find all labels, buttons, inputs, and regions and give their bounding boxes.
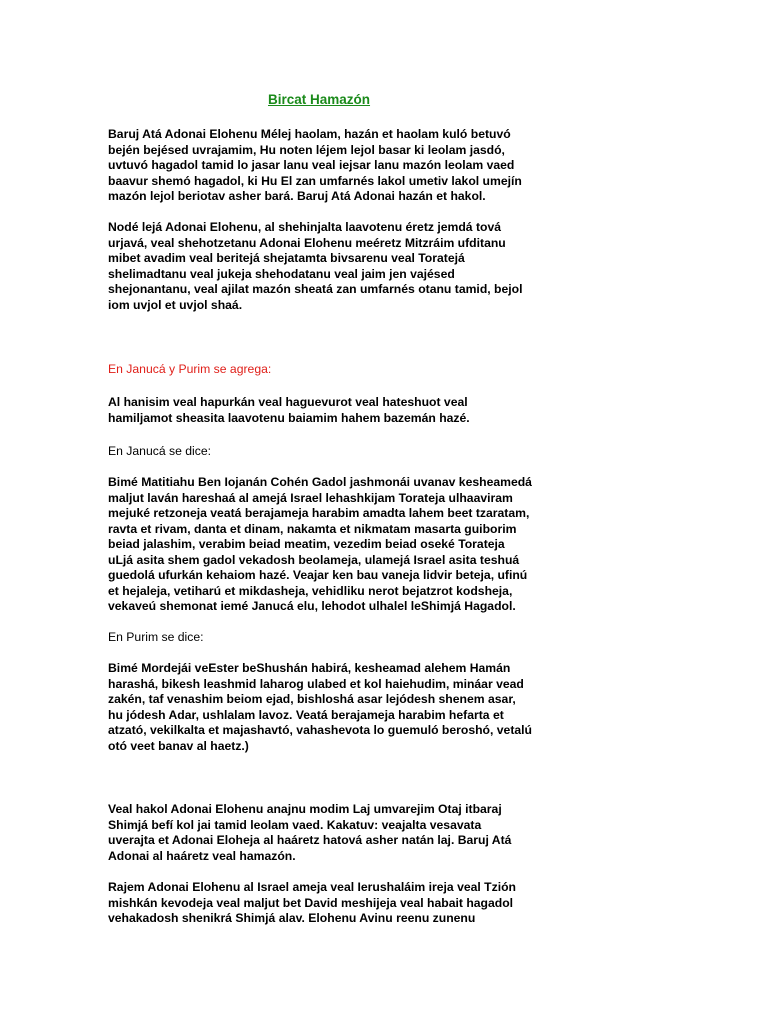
text-line: Baruj Atá Adonai Elohenu Mélej haolam, hazán et haolam kuló betuvó [108, 127, 511, 141]
text-line: mishkán kevodeja veal maljut bet David meshijeja veal habait hagadol [108, 895, 514, 910]
text-line: Bimé Matitiahu Ben Iojanán Cohén Gadol jashmonái uvanav kesheamedá [108, 475, 532, 489]
text-line: vehakadosh shenikrá Shimjá alav. Elohenu Avinu reenu zunenu [108, 911, 476, 925]
text-line: beiad jalashim, verabim beiad meatim, vezedim beiad oseké Torateja [108, 537, 505, 551]
paragraph-purim [108, 661, 668, 754]
text-line: otó veet banav al haetz.) [108, 738, 249, 753]
text-line: atzató, vekilkalta et majashavtó, vahashevota lo guemuló beroshó, vetalú [108, 723, 532, 737]
text-line: mibet avadim veal beritejá shejatamta bivsarenu veal Toratejá [108, 251, 465, 265]
text-line: maljut laván hareshaá al amejá Israel lehashkijam Torateja ulhaaviram [108, 490, 513, 505]
text-line: et hejaleja, vetiharú et mikdasheja, vehidliku nerot bejatzrot kodsheja, [108, 583, 513, 598]
text-line: mejuké retzoneja veatá berajameja harabim amadta lahem beet tzaratam, [108, 506, 530, 520]
text-line: Nodé lejá Adonai Elohenu, al shehinjalta laavotenu éretz jemdá tová [108, 220, 502, 234]
text-line: Shimjá befí kol jai tamid leolam vaed. Kakatuv: veajalta vesavata [108, 817, 482, 832]
text-line: uverajta et Adonai Eloheja al haáretz hatová asher natán laj. Baruj Atá [108, 833, 512, 847]
paragraph-al-hanisim [108, 395, 668, 426]
paragraph-blessing-land [108, 220, 668, 313]
text-line: hamiljamot sheasita laavotenu baiamim hahem bazemán hazé. [108, 410, 470, 425]
text-line: bején bejésed uvrajamim, Hu noten léjem lejol basar ki leolam jasdó, [108, 142, 505, 157]
paragraph-veal-hakol [108, 802, 668, 864]
text-line: mazón lejol beriotav asher bará. Baruj Atá Adonai hazán et hakol. [108, 189, 486, 203]
text-line: guedolá ufurkán kehaiom hazé. Veajar ken bau vaneja lidvir beteja, ufinú [108, 568, 528, 582]
text-line: uLjá asita shem gadol vekadosh beolameja, ulamejá Israel asita teshuá [108, 552, 520, 567]
text-line: harashá, bikesh leashmid laharog ulabed et kol haiehudim, mináar vead [108, 676, 524, 691]
note-purim: En Purim se dice: [108, 630, 204, 644]
text-line: shelimadtanu veal jukeja shehodatanu veal jaim jen vajésed [108, 266, 455, 281]
paragraph-rajem [108, 880, 668, 927]
text-line: baavur shemó hagadol, ki Hu El zan umfarnés lakol umetiv lakol umejín [108, 173, 522, 188]
note-janucah: En Janucá se dice: [108, 444, 211, 458]
text-line: urjavá, veal shehotzetanu Adonai Elohenu meéretz Mitzráim ufditanu [108, 235, 506, 250]
paragraph-blessing-food [108, 127, 668, 205]
text-line: Adonai al haáretz veal hamazón. [108, 848, 296, 863]
text-line: vekaveú shemonat iemé Janucá elu, lehodot ulhalel leShimjá Hagadol. [108, 599, 516, 613]
text-line: Rajem Adonai Elohenu al Israel ameja veal Ierushaláim ireja veal Tzión [108, 880, 516, 894]
paragraph-janucah [108, 475, 668, 615]
text-line: zakén, taf venashim beiom ejad, bishloshá asar lejódesh shenem asar, [108, 692, 516, 706]
text-line: ravta et rivam, danta et dinam, nakamta et nikmatam masarta guiborim [108, 521, 517, 536]
text-line: iom uvjol et uvjol shaá. [108, 297, 243, 312]
text-line: Veal hakol Adonai Elohenu anajnu modim Laj umvarejim Otaj itbaraj [108, 802, 502, 816]
document-title: Bircat Hamazón [268, 92, 371, 107]
text-line: uvtuvó hagadol tamid lo jasar lanu veal iejsar lanu mazón leolam vaed [108, 158, 515, 172]
note-janucah-purim: En Janucá y Purim se agrega: [108, 362, 272, 376]
text-line: Bimé Mordejái veEster beShushán habirá, kesheamad alehem Hamán [108, 661, 511, 675]
text-line: shejonantanu, veal ajilat mazón sheatá zan umfarnés otanu tamid, bejol [108, 282, 523, 296]
text-line: hu jódesh Adar, ushlalam lavoz. Veatá berajameja harabim hefarta et [108, 707, 504, 722]
text-line: Al hanisim veal hapurkán veal haguevurot veal hateshuot veal [108, 395, 468, 409]
